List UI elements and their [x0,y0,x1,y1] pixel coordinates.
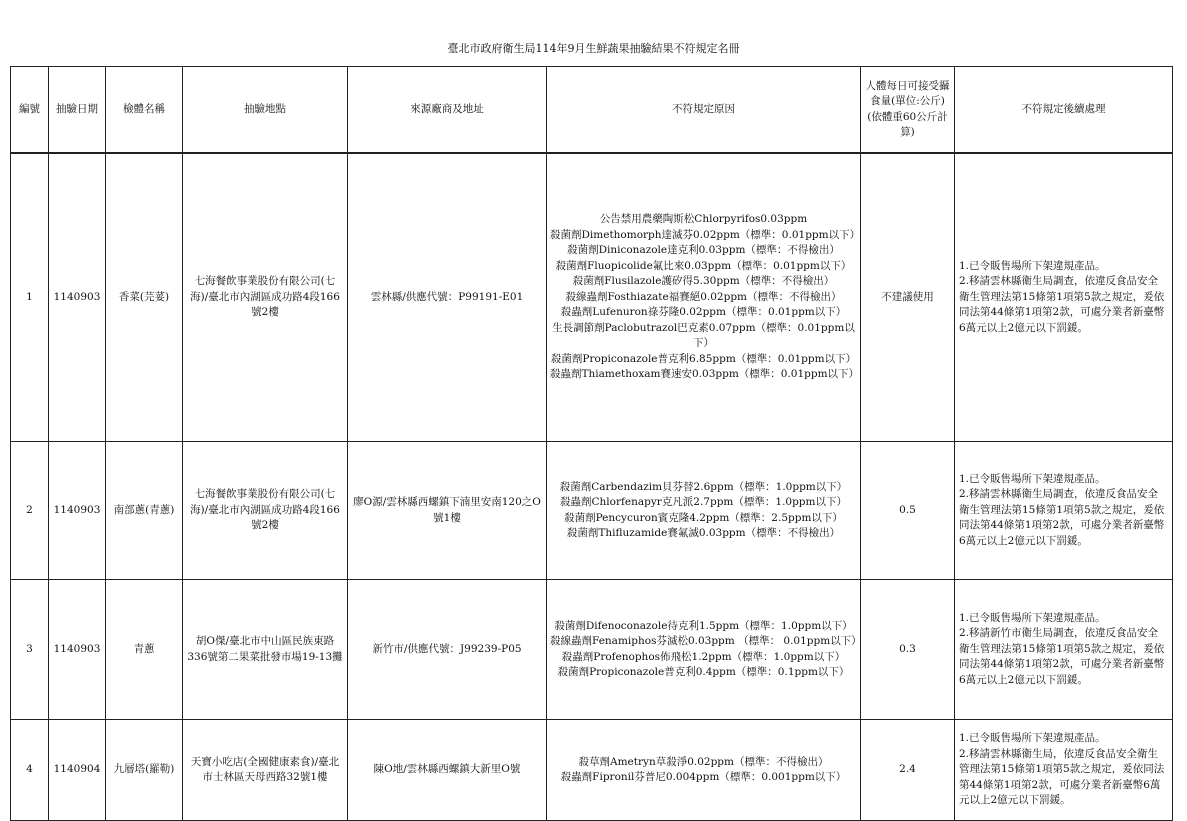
daily-intake: 0.3 [861,580,955,720]
sample-location: 七海餐飲事業股份有限公司(七海)/臺北市內湖區成功路4段166號2樓 [183,153,348,442]
reason-item: 殺蟲劑Lufenuron祿芬隆0.02ppm（標準：0.01ppm以下） [560,306,847,319]
reason-item: 殺菌劑Diniconazole達克利0.03ppm（標準：不得檢出） [567,244,840,257]
source-vendor: 廖O源/雲林縣西螺鎮下湳里安南120之O號1樓 [348,442,547,580]
source-vendor: 陳O地/雲林縣西螺鎮大新里O號 [348,720,547,821]
reason-item: 殺菌劑Carbendazim貝芬替2.6ppm（標準：1.0ppm以下） [559,480,848,493]
reason-item: 殺菌劑Pencycuron賓克隆4.2ppm（標準：2.5ppm以下） [564,511,843,524]
reason-item: 殺菌劑Propiconazole普克利0.4ppm（標準：0.1ppm以下） [557,666,850,678]
follow-up-action: 1.已令販售場所下架違規產品。 2.移請雲林縣衛生局調查，依違反食品安全衛生管理法第15條第1項第5款之規定，爰依同法第44條第1項第2款，可處分業者新臺幣6萬元以上2億元以下罰鍰。 [955,442,1173,580]
row-number: 3 [11,580,49,720]
reason-item: 殺菌劑Flusilazole護矽得5.30ppm（標準：不得檢出） [572,275,835,288]
reason-item: 生長調節劑Paclobutrazol巴克素0.07ppm（標準：0.01ppm以下） [552,321,855,350]
sample-name: 九層塔(羅勒) [106,720,183,821]
noncompliance-reasons [547,580,861,720]
reason-item: 公告禁用農藥陶斯松Chlorpyrifos0.03ppm [599,213,808,226]
row-number: 1 [11,153,49,442]
daily-intake: 2.4 [861,720,955,821]
sample-location: 胡O傑/臺北市中山區民族東路336號第二果菜批發市場19-13攤 [183,580,348,720]
document-title: 臺北市政府衛生局114年9月生鮮蔬果抽驗結果不符規定名冊 [447,42,740,55]
sample-date: 1140903 [49,153,106,442]
daily-intake: 0.5 [861,442,955,580]
daily-intake: 不建議使用 [861,153,955,442]
header-source: 來源廠商及地址 [348,67,547,154]
reason-item: 殺蟲劑Thiamethoxam賽速安0.03ppm（標準：0.01ppm以下） [550,368,860,381]
noncompliance-reasons [547,720,861,821]
reason-item: 殺菌劑Dimethomorph達滅芬0.02ppm（標準：0.01ppm以下） [550,228,861,241]
sample-name: 青蔥 [106,580,183,720]
source-vendor: 雲林縣/供應代號：P99191-E01 [348,153,547,442]
table-row [11,442,1173,580]
follow-up-action: 1.已令販售場所下架違規產品。 2.移請雲林縣衛生局，依違反食品安全衛生管理法第15條第1項第5款之規定，爰依同法第44條第1項第2款，可處分業者新臺幣6萬元以上2億元以下罰鍰。 [955,720,1173,821]
table-row [11,720,1173,821]
sample-date: 1140903 [49,580,106,720]
reason-item: 殺蟲劑Fipronil芬普尼0.004ppm（標準：0.001ppm以下） [560,771,847,783]
header-row [11,67,1173,154]
header-intake: 人體每日可接受攝食量(單位:公斤)(依體重60公斤計算) [861,67,955,154]
follow-up-action: 1.已令販售場所下架違規產品。 2.移請雲林縣衛生局調查，依違反食品安全衛生管理法第15條第1項第5款之規定，爰依同法第44條第1項第2款，可處分業者新臺幣6萬元以上2億元以下罰鍰。 [955,153,1173,442]
noncompliance-reasons [547,442,861,580]
header-location: 抽驗地點 [183,67,348,154]
reason-item: 殺線蟲劑Fenamiphos芬滅松0.03ppm （標準： 0.01ppm以下） [550,635,862,647]
reason-item: 殺線蟲劑Fosthiazate福賽絕0.02ppm（標準：不得檢出） [565,290,842,303]
sample-date: 1140903 [49,442,106,580]
follow-up-action: 1.已令販售場所下架違規產品。 2.移請新竹市衛生局調查，依違反食品安全衛生管理法第15條第1項第5款之規定，爰依同法第44條第1項第2款，可處分業者新臺幣6萬元以上2億元以下罰鍰。 [955,580,1173,720]
table-row [11,580,1173,720]
noncompliance-table [10,66,1173,821]
sample-name: 香菜(芫荽) [106,153,183,442]
reason-item: 殺蟲劑Chlorfenapyr克凡派2.7ppm（標準：1.0ppm以下） [560,496,847,508]
header-sample: 檢體名稱 [106,67,183,154]
reason-item: 殺菌劑Propiconazole普克利6.85ppm（標準：0.01ppm以下） [550,352,857,365]
header-no: 編號 [11,67,49,154]
reason-item: 殺菌劑Fluopicolide氟比來0.03ppm（標準：0.01ppm以下） [555,259,852,272]
reason-item: 殺菌劑Difenoconazole待克利1.5ppm（標準：1.0ppm以下） [554,619,853,632]
row-number: 2 [11,442,49,580]
header-reason: 不符規定原因 [547,67,861,154]
header-remedy: 不符規定後續處理 [955,67,1173,154]
sample-location: 七海餐飲事業股份有限公司(七海)/臺北市內湖區成功路4段166號2樓 [183,442,348,580]
header-date: 抽驗日期 [49,67,106,154]
table-row [11,153,1173,442]
source-vendor: 新竹市/供應代號：J99239-P05 [348,580,547,720]
reason-item: 殺蟲劑Profenophos佈飛松1.2ppm（標準：1.0ppm以下） [561,650,846,663]
noncompliance-reasons [547,153,861,442]
row-number: 4 [11,720,49,821]
sample-name: 南部蔥(青蔥) [106,442,183,580]
reason-item: 殺草劑Ametryn草殺淨0.02ppm（標準：不得檢出） [578,755,829,768]
reason-item: 殺菌劑Thifluzamide賽氟滅0.03ppm（標準：不得檢出） [566,527,841,539]
sample-date: 1140904 [49,720,106,821]
sample-location: 天寶小吃店(全國健康素食)/臺北市士林區天母西路32號1樓 [183,720,348,821]
